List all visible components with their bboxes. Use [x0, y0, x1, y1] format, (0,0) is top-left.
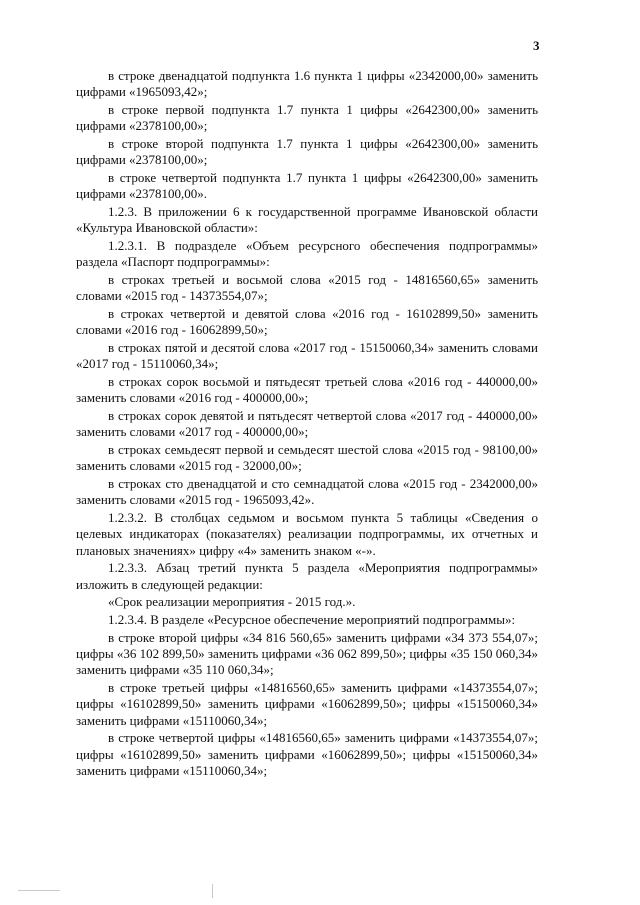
paragraph: в строках семьдесят первой и семьдесят шестой слова «2015 год - 98100,00» заменить словами «2015 год - 32000,00»;: [76, 442, 538, 474]
paragraph: 1.2.3. В приложении 6 к государственной программе Ивановской области «Культура Ивановской области»:: [76, 204, 538, 236]
document-body: [76, 68, 538, 781]
scan-artifact: [212, 884, 213, 898]
paragraph: в строке двенадцатой подпункта 1.6 пункта 1 цифры «2342000,00» заменить цифрами «1965093,42»;: [76, 68, 538, 100]
paragraph: в строке четвертой цифры «14816560,65» заменить цифрами «14373554,07»; цифры «16102899,50» заменить цифрами «16062899,50»; цифры «15150060,34» заменить цифрами «15110060,34»;: [76, 730, 538, 779]
paragraph: в строке второй подпункта 1.7 пункта 1 цифры «2642300,00» заменить цифрами «2378100,00»;: [76, 136, 538, 168]
paragraph: в строках пятой и десятой слова «2017 год - 15150060,34» заменить словами «2017 год - 15110060,34»;: [76, 340, 538, 372]
paragraph: 1.2.3.1. В подразделе «Объем ресурсного обеспечения подпрограммы» раздела «Паспорт подпрограммы»:: [76, 238, 538, 270]
paragraph: 1.2.3.4. В разделе «Ресурсное обеспечение мероприятий подпрограммы»:: [108, 612, 516, 627]
paragraph: в строке первой подпункта 1.7 пункта 1 цифры «2642300,00» заменить цифрами «2378100,00»;: [76, 102, 538, 134]
paragraph: в строке третьей цифры «14816560,65» заменить цифрами «14373554,07»; цифры «16102899,50» заменить цифрами «16062899,50»; цифры «15150060,34» заменить цифрами «15110060,34»;: [76, 680, 538, 728]
paragraph: в строке четвертой подпункта 1.7 пункта 1 цифры «2642300,00» заменить цифрами «2378100,00».: [76, 170, 538, 202]
scan-artifact: [18, 890, 60, 891]
paragraph: «Срок реализации мероприятия - 2015 год.».: [108, 594, 356, 610]
paragraph: 1.2.3.3. Абзац третий пункта 5 раздела «Мероприятия подпрограммы» изложить в следующей редакции:: [76, 560, 538, 592]
paragraph: в строках четвертой и девятой слова «2016 год - 16102899,50» заменить словами «2016 год - 16062899,50»;: [76, 306, 538, 338]
paragraph: в строке второй цифры «34 816 560,65» заменить цифрами «34 373 554,07»; цифры «36 102 899,50» заменить цифрами «36 062 899,50»; цифры «35 150 060,34» заменить цифрами «35 110 060,34»;: [76, 629, 538, 678]
paragraph: в строках сто двенадцатой и сто семнадцатой слова «2015 год - 2342000,00» заменить словами «2015 год - 1965093,42».: [76, 476, 538, 508]
page-number: 3: [533, 38, 540, 53]
paragraph: 1.2.3.2. В столбцах седьмом и восьмом пункта 5 таблицы «Сведения о целевых индикаторах (показателях) реализации подпрограммы, их отчетных и плановых значениях» цифру «4» заменить знаком «-».: [76, 510, 538, 558]
paragraph: в строках третьей и восьмой слова «2015 год - 14816560,65» заменить словами «2015 год - 14373554,07»;: [76, 272, 538, 304]
paragraph: в строках сорок восьмой и пятьдесят третьей слова «2016 год - 440000,00» заменить словами «2016 год - 400000,00»;: [76, 374, 538, 406]
paragraph: в строках сорок девятой и пятьдесят четвертой слова «2017 год - 440000,00» заменить словами «2017 год - 400000,00»;: [76, 408, 538, 440]
